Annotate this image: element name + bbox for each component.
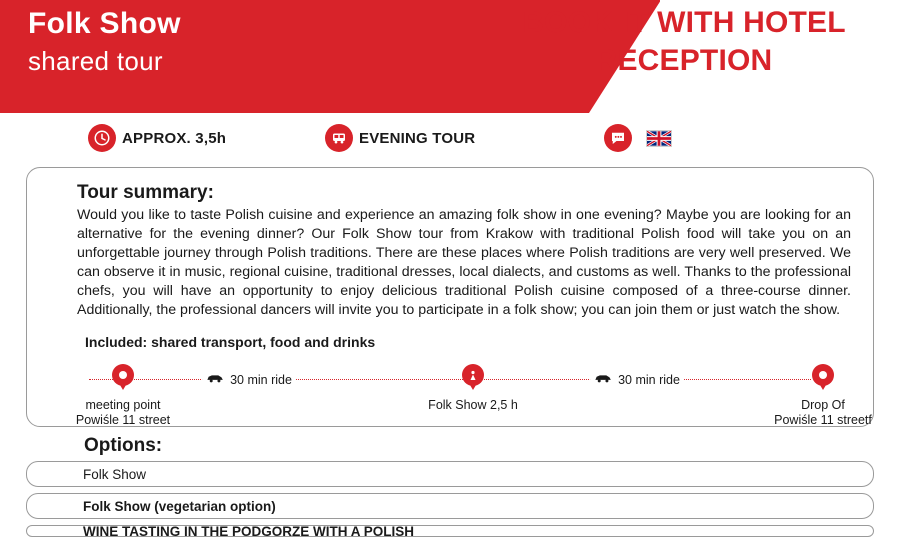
- timeline-segment-2: [590, 371, 684, 389]
- bus-icon: [325, 124, 353, 152]
- option-label: WINE TASTING IN THE PODGORZE WITH A POLISH: [83, 525, 414, 537]
- car-icon: [206, 371, 224, 389]
- info-item-language: [604, 124, 672, 152]
- timeline-stop-1-label: meeting point Powiśle 11 street: [75, 398, 171, 427]
- timeline-stop-2-label: Folk Show 2,5 h: [428, 398, 518, 412]
- info-item-duration: [88, 124, 226, 152]
- car-icon: [594, 371, 612, 389]
- options-title: Options:: [84, 435, 163, 456]
- info-bar: [0, 113, 900, 163]
- option-row[interactable]: [26, 525, 874, 537]
- included-text: Included: shared transport, food and drinks: [85, 334, 376, 350]
- tour-timeline: [49, 358, 872, 436]
- timeline-segment-1-label: 30 min ride: [230, 373, 292, 387]
- map-pin-icon: [112, 364, 134, 394]
- timeline-segment-2-label: 30 min ride: [618, 373, 680, 387]
- tour-summary-title: Tour summary:: [77, 182, 214, 203]
- info-item-tourtype: [325, 124, 475, 152]
- page-header: [0, 0, 900, 113]
- option-label: Folk Show (vegetarian option): [83, 498, 276, 514]
- info-item-tourtype-label: EVENING TOUR: [359, 129, 476, 147]
- option-row[interactable]: [26, 461, 874, 487]
- tour-summary-text: Would you like to taste Polish cuisine and experience an amazing folk show in one evening? Maybe you are looking for an alternative for the evening dinner? Our Folk Show tour from Krakow with traditional Polish food will take you on an unforgettable journey through Polish traditions. There are these places where Polish traditions are very well preserved. We can observe it in music, regional cuisine, traditional dresses, local dialects, and customs as well. Thanks to the professional chefs, you will have an opportunity to enjoy delicious traditional Polish cuisine composed of a three-course dinner. Additionally, the professional dancers will invite you to participate in a folk show; you can join them or just watch the show.: [77, 207, 851, 318]
- info-item-duration-label: APPROX. 3,5h: [122, 129, 227, 147]
- page-title: Folk Show: [28, 7, 181, 40]
- booking-note: BOOK IT WITH HOTEL RECEPTION: [522, 6, 846, 77]
- option-label: Folk Show: [83, 466, 147, 482]
- timeline-line: [89, 379, 811, 380]
- timeline-stop-3-label: Drop Of Powiśle 11 streetf: [774, 398, 872, 427]
- speech-bubble-icon: [604, 124, 632, 152]
- clock-icon: [88, 124, 116, 152]
- uk-flag-icon: [646, 130, 672, 147]
- option-row[interactable]: [26, 493, 874, 519]
- header-title-group: [28, 4, 181, 78]
- map-pin-folk-icon: [462, 364, 484, 394]
- map-pin-icon: [812, 364, 834, 394]
- tour-summary-card: [26, 167, 874, 427]
- page-subtitle: shared tour: [28, 46, 163, 76]
- timeline-segment-1: [202, 371, 296, 389]
